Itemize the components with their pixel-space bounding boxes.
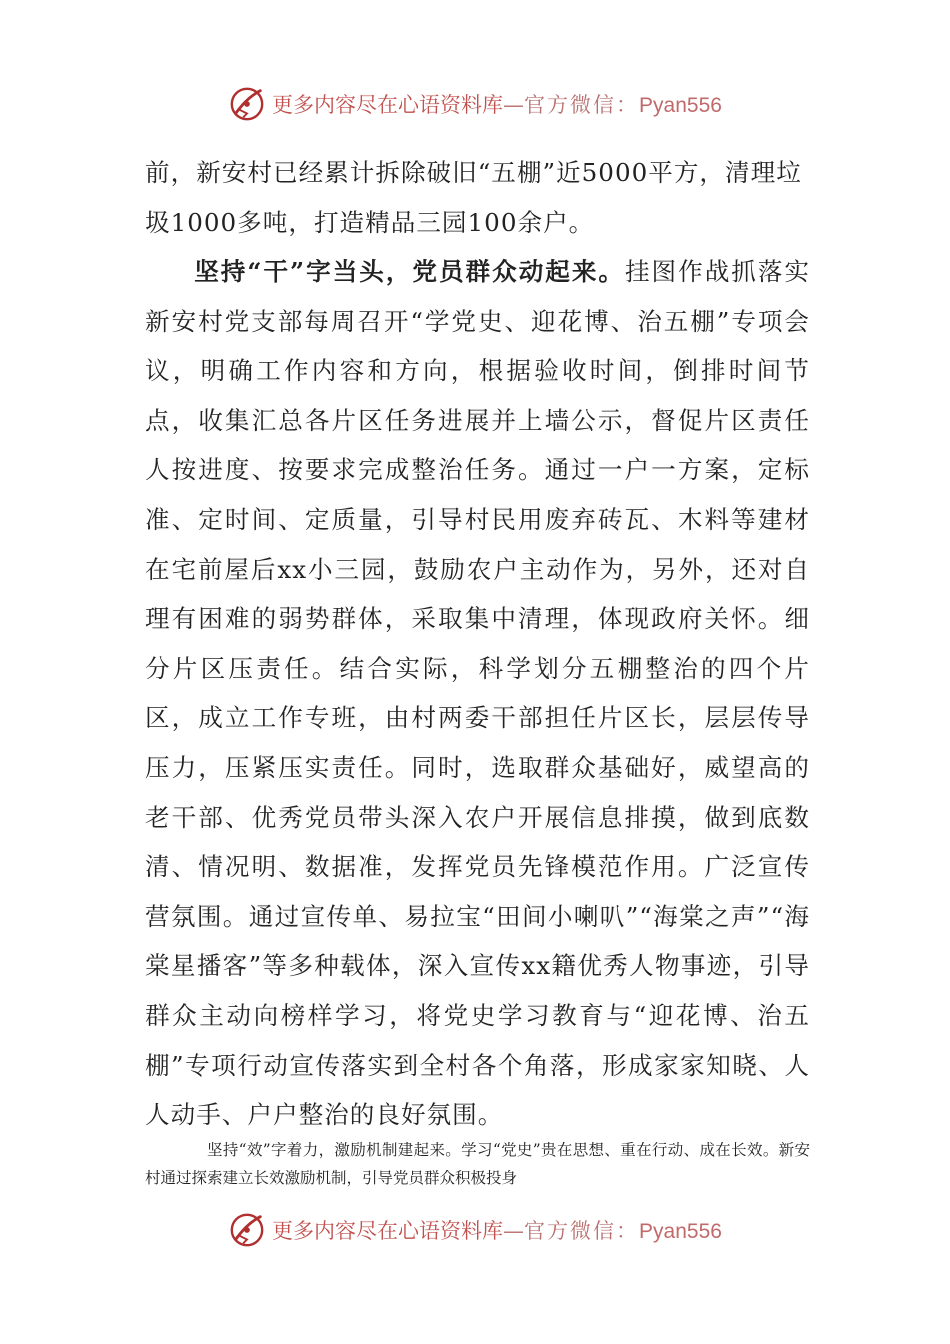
- banner-main-text: 更多内容尽在心语资料库: [272, 93, 504, 117]
- banner-label: 官方微信：: [524, 1219, 640, 1243]
- banner-text: [272, 1215, 722, 1245]
- paragraph-body-text: 挂图作战抓落实新安村党支部每周召开“学党史、迎花博、治五棚”专项会议，明确工作内容和方向，根据验收时间，倒排时间节点，收集汇总各片区任务进展并上墙公示，督促片区责任人按进度、按要求完成整治任务。通过一户一方案，定标准、定时间、定质量，引导村民用废弃砖瓦、木料等建材在宅前屋后xx小三园，鼓励农户主动作为，另外，还对自理有困难的弱势群体，采取集中清理，体现政府关怀。细分片区压责任。结合实际，科学划分五棚整治的四个片区，成立工作专班，由村两委干部担任片区长，层层传导压力，压紧压实责任。同时，选取群众基础好，威望高的老干部、优秀党员带头深入农户开展信息排摸，做到底数清、情况明、数据准，发挥党员先锋模范作用。广泛宣传营氛围。通过宣传单、易拉宝“田间小喇叭”“海棠之声”“海棠星播客”等多种载体，深入宣传xx籍优秀人物事迹，引导群众主动向榜样学习，将党史学习教育与“迎花博、治五棚”专项行动宣传落实到全村各个角落，形成家家知晓、人人动手、户户整治的良好氛围。: [145, 257, 810, 1130]
- banner-label: 官方微信：: [524, 93, 640, 117]
- banner-wechat-id: Pyan556: [639, 94, 722, 117]
- paragraph-line: 圾1000多吨，打造精品三园100余户。: [145, 207, 595, 237]
- banner-dash: —: [503, 1219, 525, 1243]
- banner-text: [272, 89, 722, 119]
- banner-main-text: 更多内容尽在心语资料库: [272, 1219, 504, 1243]
- banner-wechat-id: Pyan556: [639, 1220, 722, 1243]
- logo-icon: [228, 1211, 266, 1249]
- paragraph-small: 坚持“效”字着力，激励机制建起来。学习“党史”贵在思想、重在行动、成在长效。新安村通过探索建立长效激励机制，引导党员群众积极投身: [145, 1141, 810, 1187]
- paragraph-lead-heading: 坚持“干”字当头，党员群众动起来。: [194, 257, 625, 286]
- banner-dash: —: [503, 93, 525, 117]
- paragraph-line: 前，新安村已经累计拆除破旧“五棚”近5000平方，清理垃: [145, 158, 802, 187]
- paragraph-main: [145, 247, 810, 1140]
- paragraph-continued: [145, 148, 810, 247]
- header-banner: [0, 84, 950, 124]
- footer-banner: [0, 1210, 950, 1250]
- paragraph-body: [145, 247, 810, 1140]
- logo-icon: [228, 85, 266, 123]
